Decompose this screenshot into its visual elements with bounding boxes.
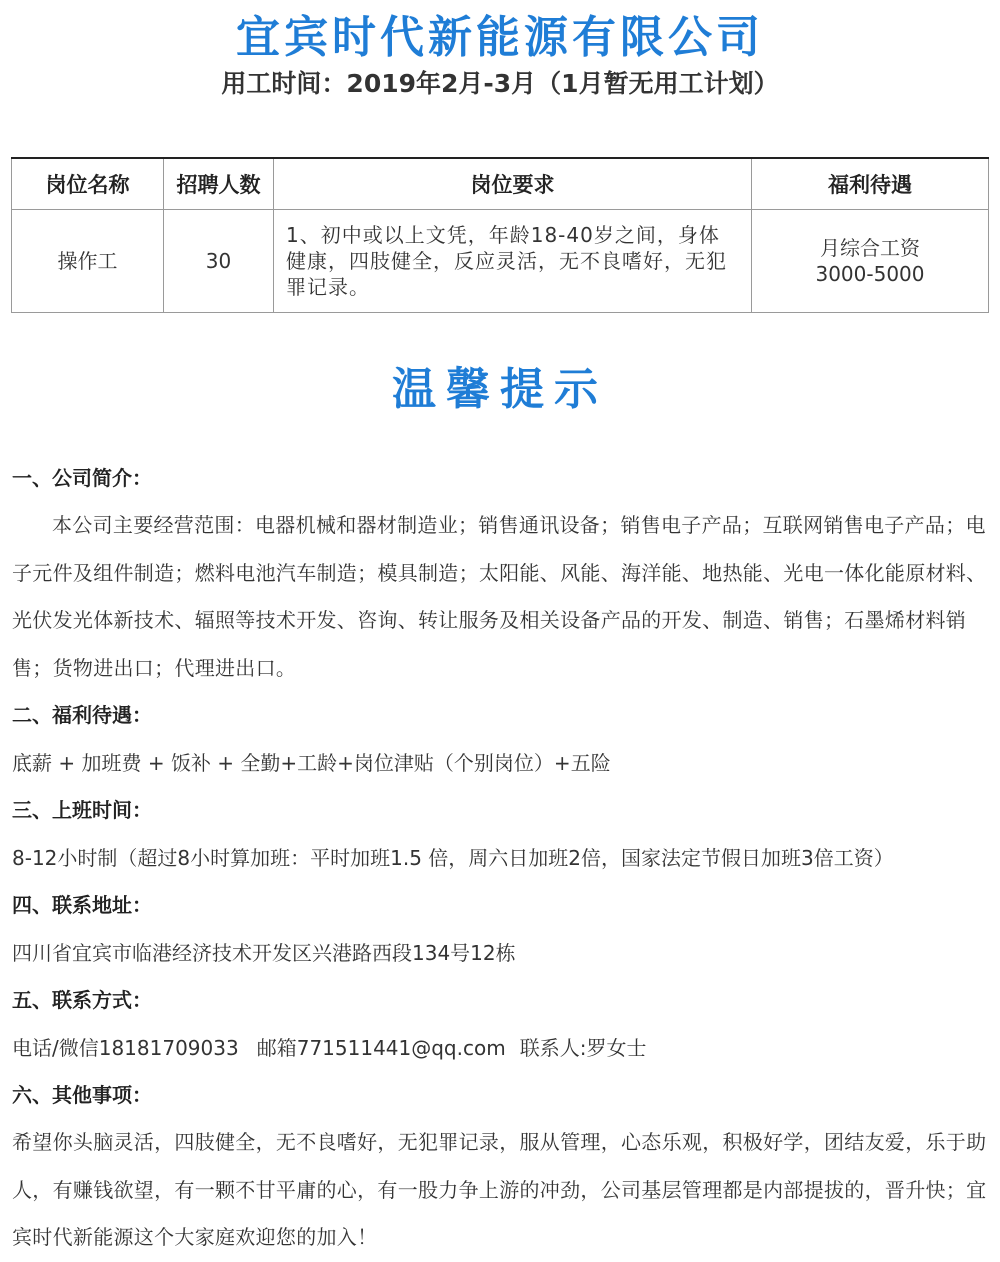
address-text: 四川省宜宾市临港经济技术开发区兴港路西段134号12栋 bbox=[12, 941, 516, 965]
cell-count: 30 bbox=[164, 210, 274, 313]
tips-content bbox=[12, 455, 988, 1262]
other-text: 希望你头脑灵活，四肢健全，无不良嗜好，无犯罪记录，服从管理，心态乐观，积极好学，团结友爱，乐于助人，有赚钱欲望，有一颗不甘平庸的心，有一股力争上游的冲劲，公司基层管理都是内部提拔的，晋升快；宜宾时代新能源这个大家庭欢迎您的加入！ bbox=[12, 1130, 987, 1249]
contact-email: 邮箱771511441@qq.com bbox=[256, 1036, 506, 1060]
section-heading-contact: 五、联系方式： bbox=[12, 988, 152, 1012]
table-header-row bbox=[12, 158, 989, 210]
section-heading-company-intro: 一、公司简介： bbox=[12, 466, 152, 490]
benefits-text: 底薪 + 加班费 + 饭补 + 全勤+工龄+岗位津贴（个别岗位）+五险 bbox=[12, 751, 611, 775]
column-header-position: 岗位名称 bbox=[12, 158, 164, 210]
company-intro-text: 本公司主要经营范围：电器机械和器材制造业；销售通讯设备；销售电子产品；互联网销售电子产品；电子元件及组件制造；燃料电池汽车制造；模具制造；太阳能、风能、海洋能、地热能、光电一体化能原材料、光伏发光体新技术、辐照等技术开发、咨询、转让服务及相关设备产品的开发、制造、销售；石墨烯材料销售；货物进出口；代理进出口。 bbox=[12, 513, 987, 680]
cell-benefit bbox=[752, 210, 989, 313]
table-row bbox=[12, 210, 989, 313]
benefit-line-1: 月综合工资 bbox=[820, 236, 920, 260]
work-hours-text: 8-12小时制（超过8小时算加班：平时加班1.5 倍，周六日加班2倍，国家法定节假日加班3倍工资） bbox=[12, 846, 894, 870]
section-heading-address: 四、联系地址： bbox=[12, 893, 152, 917]
section-heading-work-hours: 三、上班时间： bbox=[12, 798, 152, 822]
page-title: 宜宾时代新能源有限公司 bbox=[236, 12, 764, 63]
section-heading-other: 六、其他事项： bbox=[12, 1083, 152, 1107]
contact-person: 联系人:罗女士 bbox=[519, 1036, 647, 1060]
job-table bbox=[11, 157, 989, 313]
contact-phone: 电话/微信18181709033 bbox=[12, 1036, 239, 1060]
contact-line bbox=[12, 1024, 988, 1072]
column-header-count: 招聘人数 bbox=[164, 158, 274, 210]
benefit-line-2: 3000-5000 bbox=[815, 262, 925, 286]
cell-requirement: 1、初中或以上文凭，年龄18-40岁之间，身体健康，四肢健全，反应灵活，无不良嗜好，无犯罪记录。 bbox=[274, 210, 752, 313]
cell-position: 操作工 bbox=[12, 210, 164, 313]
work-period-subtitle: 用工时间：2019年2月-3月（1月暂无用工计划） bbox=[221, 69, 779, 98]
tip-title: 温馨提示 bbox=[392, 364, 608, 415]
column-header-requirement: 岗位要求 bbox=[274, 158, 752, 210]
section-heading-benefits: 二、福利待遇： bbox=[12, 703, 152, 727]
column-header-benefit: 福利待遇 bbox=[752, 158, 989, 210]
